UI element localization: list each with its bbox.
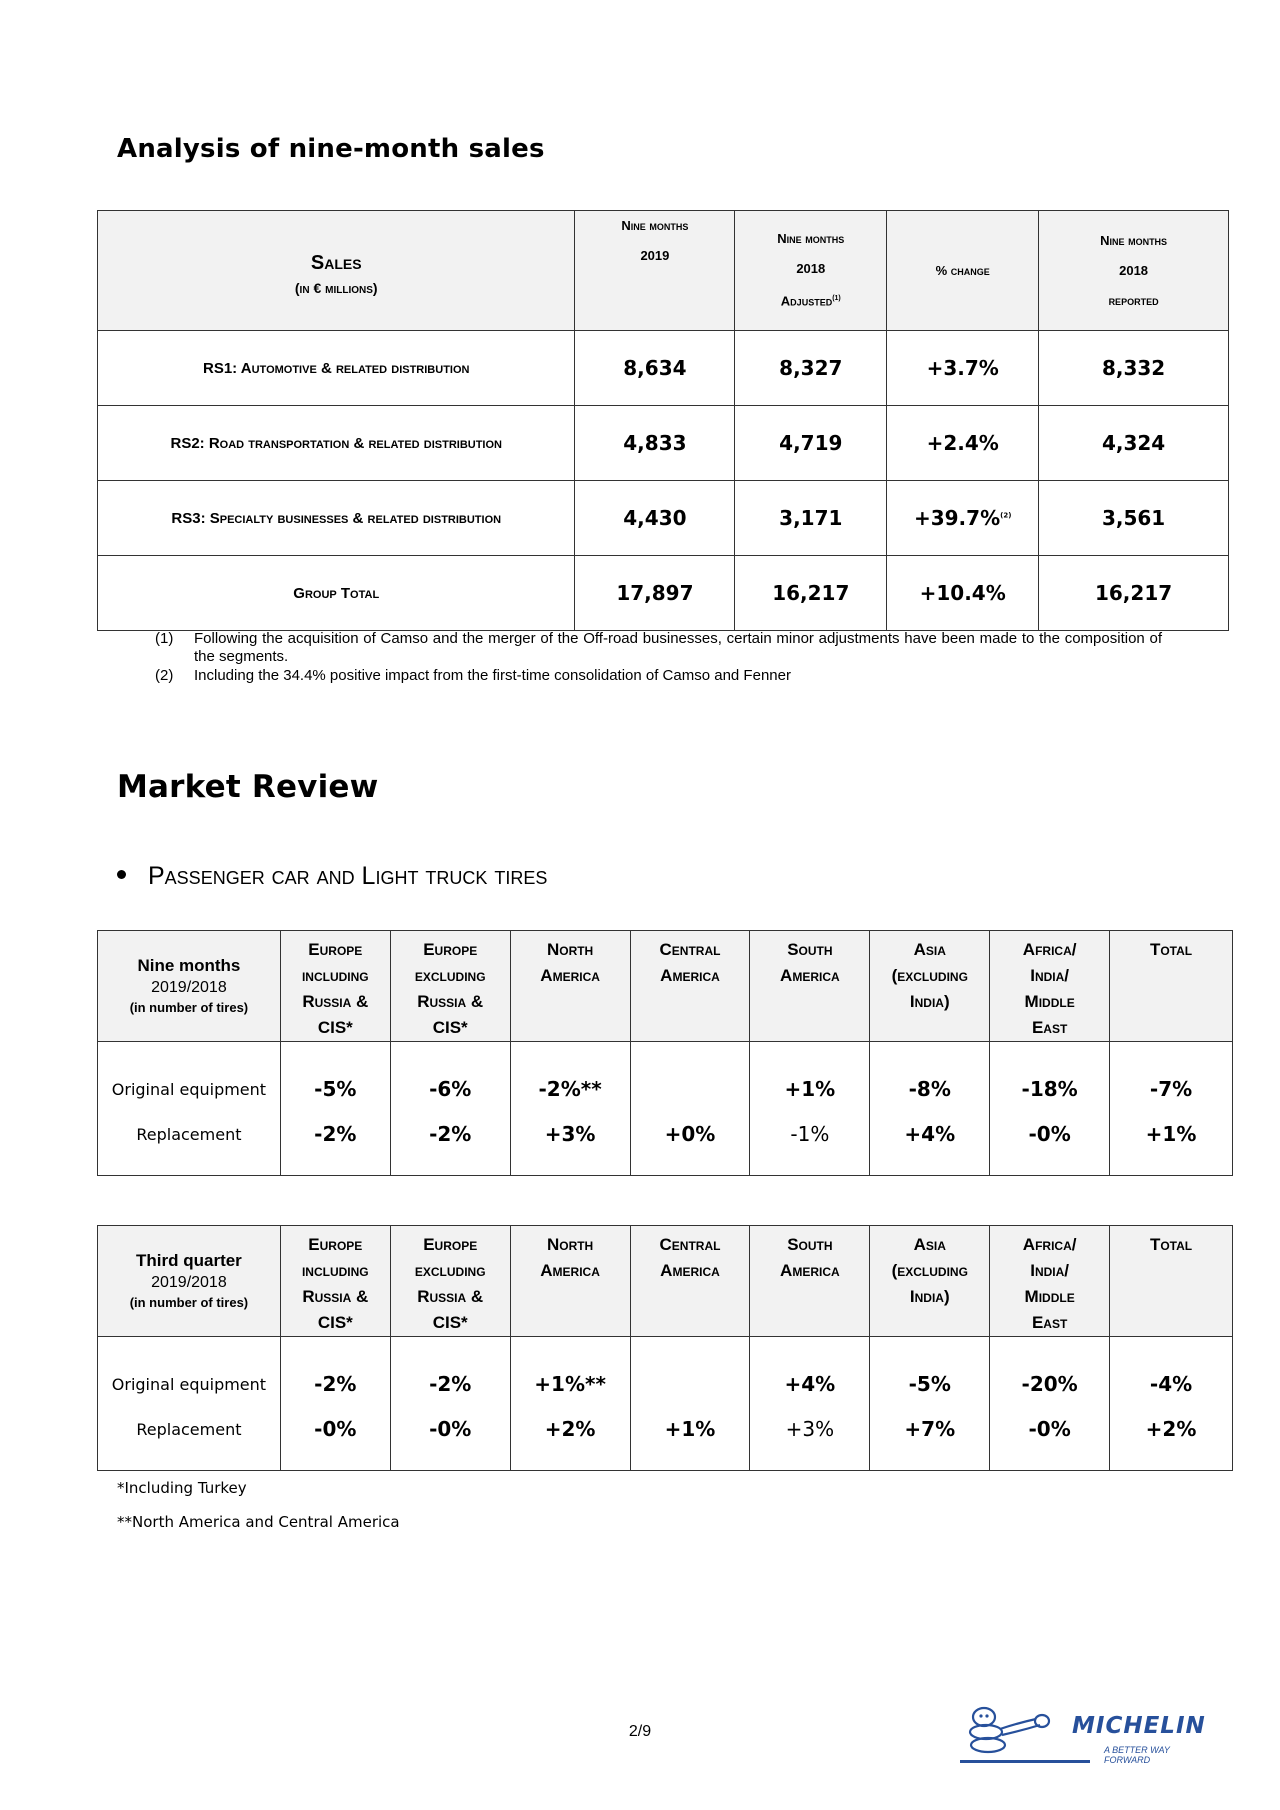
table-unit: (in number of tires)	[129, 1295, 249, 1310]
michelin-man-icon	[956, 1705, 1066, 1761]
col-total	[1110, 931, 1233, 1042]
row-label: RS3: Specialty businesses & related distribution	[98, 481, 575, 556]
cell-2018-adjusted: 8,327	[735, 331, 887, 406]
sales-header-2018-reported	[1039, 211, 1229, 331]
header-text: Asia	[913, 1235, 946, 1254]
value-oe: -5%	[314, 1077, 357, 1101]
sales-header-main: Sales	[310, 251, 362, 274]
cell-change	[887, 556, 1039, 631]
section-title-sales: Analysis of nine-month sales	[117, 134, 545, 164]
header-text: Africa/	[1022, 1235, 1077, 1254]
cell-2018-reported: 8,332	[1039, 331, 1229, 406]
col-north-america	[510, 1226, 630, 1337]
col-north-america	[510, 931, 630, 1042]
table-period: 2019/2018	[151, 979, 227, 996]
cell-total	[1110, 1042, 1233, 1176]
sales-header-change	[887, 211, 1039, 331]
cell-change	[887, 331, 1039, 406]
row-label: RS2: Road transportation & related distribution	[98, 406, 575, 481]
market-table-third-quarter	[97, 1225, 1233, 1471]
cell-2019: 4,430	[575, 481, 735, 556]
header-text: Asia	[913, 940, 946, 959]
market-values-row	[98, 1042, 1233, 1176]
change-value: +2.4%	[926, 431, 999, 455]
header-text: America	[660, 966, 720, 985]
footnote-america: **North America and Central America	[117, 1513, 400, 1531]
cell-africa-india-me	[990, 1042, 1110, 1176]
label-replacement: Replacement	[136, 1420, 242, 1439]
sales-header-2019	[575, 211, 735, 331]
cell-south-america	[750, 1337, 870, 1471]
header-text: Central	[659, 1235, 721, 1254]
cell-total	[1110, 1337, 1233, 1471]
header-text: Total	[1149, 1235, 1193, 1254]
logo-wordmark: MICHELIN	[1072, 1713, 1206, 1739]
value-rt: +7%	[904, 1417, 956, 1441]
table-period: 2019/2018	[151, 1274, 227, 1291]
sales-header-sub: (in € millions)	[294, 279, 378, 296]
cell-2019: 8,634	[575, 331, 735, 406]
header-text: Europe	[308, 940, 363, 959]
cell-2018-reported: 3,561	[1039, 481, 1229, 556]
bullet-icon	[117, 870, 126, 879]
header-text: Russia &	[417, 992, 484, 1011]
col-europe-excl	[390, 1226, 510, 1337]
cell-2018-reported: 4,324	[1039, 406, 1229, 481]
header-text: Europe	[423, 940, 478, 959]
value-oe: -8%	[908, 1077, 951, 1101]
header-text: including	[301, 1261, 369, 1280]
cell-central-america	[630, 1042, 750, 1176]
table-title: Nine months	[137, 956, 241, 975]
label-original-equipment: Original equipment	[111, 1375, 267, 1394]
sales-header-2018-adjusted	[735, 211, 887, 331]
cell-central-america	[630, 1337, 750, 1471]
value-rt: +0%	[664, 1122, 716, 1146]
change-value: +39.7%	[913, 506, 1001, 530]
logo-underline	[960, 1760, 1090, 1763]
header-text: America	[780, 966, 840, 985]
header-text: India)	[909, 1287, 950, 1306]
cell-2019: 17,897	[575, 556, 735, 631]
cell-europe-incl	[280, 1042, 390, 1176]
header-text: America	[780, 1261, 840, 1280]
header-text: North	[546, 940, 594, 959]
col-central-america	[630, 931, 750, 1042]
value-oe: -2%	[429, 1372, 472, 1396]
cell-2018-reported: 16,217	[1039, 556, 1229, 631]
header-text: Russia &	[302, 992, 369, 1011]
header-text: (excluding	[891, 1261, 968, 1280]
value-rt: -0%	[429, 1417, 472, 1441]
logo-tagline: A BETTER WAY FORWARD	[1104, 1745, 1170, 1765]
header-text: India/	[1030, 966, 1070, 985]
label-original-equipment: Original equipment	[111, 1080, 267, 1099]
header-text: CIS*	[432, 1313, 468, 1332]
header-text: reported	[1108, 292, 1159, 308]
row-labels	[98, 1337, 281, 1471]
value-rt: -2%	[314, 1122, 357, 1146]
header-text: Middle	[1024, 992, 1075, 1011]
header-text: South	[787, 940, 833, 959]
table-row	[98, 481, 1229, 556]
value-oe: -6%	[429, 1077, 472, 1101]
value-rt: +1%	[664, 1417, 716, 1441]
col-europe-excl	[390, 931, 510, 1042]
market-table-nine-months	[97, 930, 1233, 1176]
cell-2019: 4,833	[575, 406, 735, 481]
header-text: 2018	[796, 261, 826, 277]
header-text: Nine months	[621, 218, 689, 233]
michelin-logo	[956, 1705, 1216, 1765]
header-text: Nine months	[777, 231, 845, 247]
bullet-text: Passenger car and Light truck tires	[148, 862, 548, 890]
header-text: North	[546, 1235, 594, 1254]
footnote-turkey: *Including Turkey	[117, 1479, 247, 1497]
cell-asia	[870, 1042, 990, 1176]
value-oe: -2%**	[538, 1077, 602, 1101]
col-asia	[870, 1226, 990, 1337]
table-title: Third quarter	[136, 1251, 242, 1270]
header-text: CIS*	[317, 1313, 353, 1332]
value-oe: +4%	[784, 1372, 836, 1396]
market-row-head	[98, 931, 281, 1042]
section-title-market: Market Review	[117, 769, 379, 805]
header-text: Middle	[1024, 1287, 1075, 1306]
col-south-america	[750, 1226, 870, 1337]
change-value: +3.7%	[926, 356, 999, 380]
value-oe: -20%	[1021, 1372, 1078, 1396]
value-rt: +2%	[1145, 1417, 1197, 1441]
sales-header-label	[98, 211, 575, 331]
header-text: Total	[1149, 940, 1193, 959]
col-europe-incl	[280, 1226, 390, 1337]
header-text: Central	[659, 940, 721, 959]
col-south-america	[750, 931, 870, 1042]
header-text: excluding	[414, 1261, 486, 1280]
value-rt: +2%	[544, 1417, 596, 1441]
value-oe: -18%	[1021, 1077, 1078, 1101]
cell-europe-incl	[280, 1337, 390, 1471]
page-number: 2/9	[628, 1723, 652, 1740]
header-text: CIS*	[317, 1018, 353, 1037]
market-header-row	[98, 1226, 1233, 1337]
col-total	[1110, 1226, 1233, 1337]
table-row-total	[98, 556, 1229, 631]
footnote-number: (1)	[155, 630, 174, 647]
header-text: Nine months	[1100, 232, 1168, 248]
value-oe: -7%	[1149, 1077, 1193, 1101]
footnote-text: Including the 34.4% positive impact from the first-time consolidation of Camso and Fenner	[194, 667, 791, 684]
col-asia	[870, 931, 990, 1042]
market-values-row	[98, 1337, 1233, 1471]
header-text: East	[1031, 1018, 1068, 1037]
footnote-number: (2)	[155, 667, 174, 684]
header-text: CIS*	[432, 1018, 468, 1037]
sales-table	[97, 210, 1229, 631]
market-header-row	[98, 931, 1233, 1042]
cell-europe-excl	[390, 1337, 510, 1471]
header-text: including	[301, 966, 369, 985]
header-text: South	[787, 1235, 833, 1254]
header-text: 2018	[1119, 262, 1149, 278]
value-oe: +1%	[784, 1077, 836, 1101]
cell-2018-adjusted: 3,171	[735, 481, 887, 556]
header-text: Russia &	[302, 1287, 369, 1306]
value-oe	[631, 1362, 750, 1407]
cell-2018-adjusted: 16,217	[735, 556, 887, 631]
value-oe: -5%	[908, 1372, 951, 1396]
value-rt: -2%	[429, 1122, 472, 1146]
header-text: Russia &	[417, 1287, 484, 1306]
cell-south-america	[750, 1042, 870, 1176]
value-rt: +1%	[1145, 1122, 1197, 1146]
cell-north-america	[510, 1337, 630, 1471]
table-row	[98, 331, 1229, 406]
row-labels	[98, 1042, 281, 1176]
cell-change	[887, 481, 1039, 556]
header-text: Europe	[308, 1235, 363, 1254]
header-text: (excluding	[891, 966, 968, 985]
row-label: Group Total	[98, 556, 575, 631]
value-rt: -0%	[1028, 1122, 1071, 1146]
value-oe	[631, 1067, 750, 1112]
value-oe: -4%	[1149, 1372, 1193, 1396]
col-central-america	[630, 1226, 750, 1337]
header-text: America	[660, 1261, 720, 1280]
header-text: America	[540, 1261, 600, 1280]
col-europe-incl	[280, 931, 390, 1042]
change-value: +10.4%	[919, 581, 1006, 605]
footnote-text: Following the acquisition of Camso and the merger of the Off-road businesses, certain minor adjustments have been made to the composition of the segments.	[194, 630, 1162, 665]
value-rt: -1%	[790, 1122, 830, 1146]
value-rt: -0%	[1028, 1417, 1071, 1441]
cell-africa-india-me	[990, 1337, 1110, 1471]
header-text: % change	[935, 263, 990, 278]
table-row	[98, 406, 1229, 481]
table-unit: (in number of tires)	[129, 1000, 249, 1015]
cell-asia	[870, 1337, 990, 1471]
sales-header-row	[98, 211, 1229, 331]
header-text: India/	[1030, 1261, 1070, 1280]
header-text: East	[1031, 1313, 1068, 1332]
header-text: 2019	[640, 248, 670, 263]
cell-north-america	[510, 1042, 630, 1176]
cell-europe-excl	[390, 1042, 510, 1176]
bullet-heading	[117, 862, 547, 891]
header-text: Africa/	[1022, 940, 1077, 959]
footnote-ref: (2)	[1000, 511, 1012, 520]
market-row-head	[98, 1226, 281, 1337]
header-text: India)	[909, 992, 950, 1011]
header-text: Europe	[423, 1235, 478, 1254]
value-rt: +3%	[544, 1122, 596, 1146]
header-text: America	[540, 966, 600, 985]
row-label: RS1: Automotive & related distribution	[98, 331, 575, 406]
col-africa-india-me	[990, 931, 1110, 1042]
col-africa-india-me	[990, 1226, 1110, 1337]
header-text: excluding	[414, 966, 486, 985]
cell-change	[887, 406, 1039, 481]
cell-2018-adjusted: 4,719	[735, 406, 887, 481]
value-oe: +1%**	[534, 1372, 606, 1396]
header-text: Adjusted	[780, 293, 833, 309]
value-oe: -2%	[314, 1372, 357, 1396]
footnote-ref: (1)	[832, 295, 841, 303]
value-rt: +4%	[904, 1122, 956, 1146]
value-rt: -0%	[314, 1417, 357, 1441]
label-replacement: Replacement	[136, 1125, 242, 1144]
value-rt: +3%	[785, 1417, 835, 1441]
